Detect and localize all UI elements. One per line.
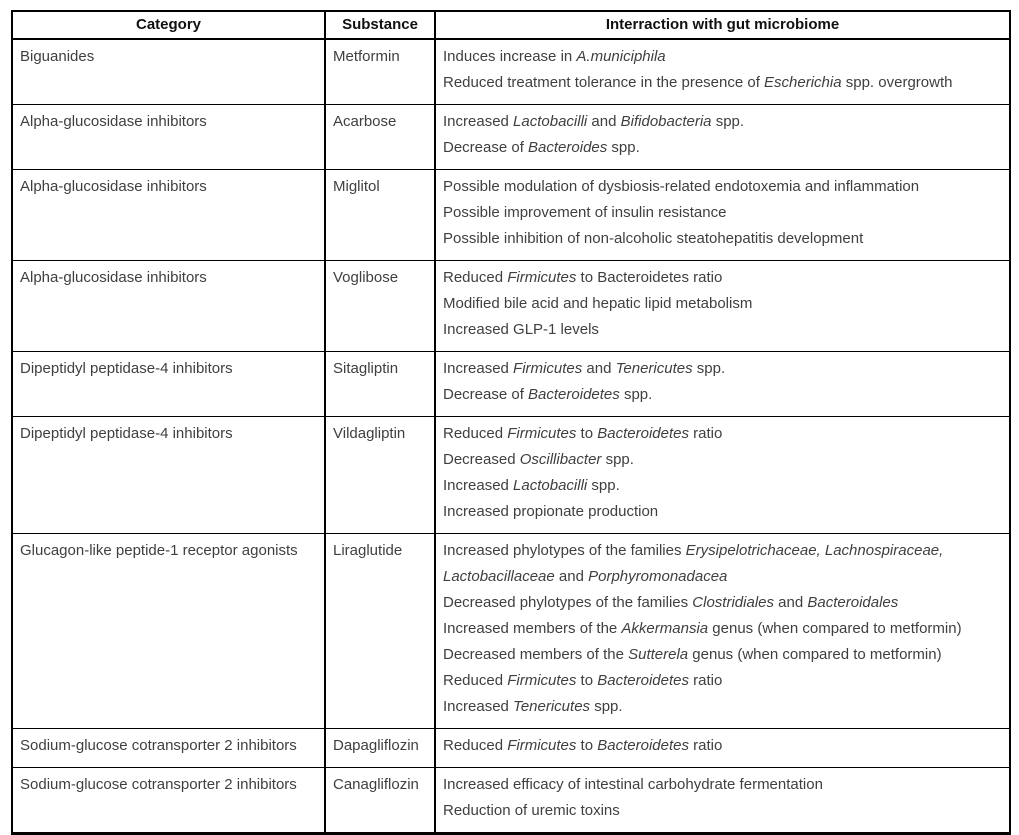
substance-cell: Voglibose xyxy=(325,261,435,352)
substance-cell: Miglitol xyxy=(325,170,435,261)
interaction-line: Decrease of Bacteroides spp. xyxy=(443,139,640,156)
table-row xyxy=(12,261,1010,352)
category-cell: Dipeptidyl peptidase-4 inhibitors xyxy=(12,352,325,417)
table-row xyxy=(12,729,1010,768)
interaction-line: Decreased Oscillibacter spp. xyxy=(443,451,634,468)
interaction-cell xyxy=(435,417,1010,534)
interaction-line: Increased GLP-1 levels xyxy=(443,321,599,338)
gut-microbiome-table xyxy=(11,10,1011,835)
interaction-line: Reduced Firmicutes to Bacteroidetes ratio xyxy=(443,269,723,286)
interaction-cell xyxy=(435,170,1010,261)
table-row xyxy=(12,39,1010,105)
interaction-line: Decrease of Bacteroidetes spp. xyxy=(443,386,653,403)
category-cell: Alpha-glucosidase inhibitors xyxy=(12,105,325,170)
substance-cell: Vildagliptin xyxy=(325,417,435,534)
interaction-line: Induces increase in A.municiphila xyxy=(443,48,666,65)
table-row xyxy=(12,534,1010,729)
substance-cell: Liraglutide xyxy=(325,534,435,729)
interaction-line: Possible inhibition of non-alcoholic steatohepatitis development xyxy=(443,230,864,247)
category-cell: Alpha-glucosidase inhibitors xyxy=(12,261,325,352)
substance-cell: Canagliflozin xyxy=(325,768,435,834)
interaction-line: Increased Lactobacilli and Bifidobacteria spp. xyxy=(443,113,745,130)
interaction-cell xyxy=(435,261,1010,352)
substance-cell: Acarbose xyxy=(325,105,435,170)
interaction-line: Increased Firmicutes and Tenericutes spp. xyxy=(443,360,726,377)
interaction-line: Increased Tenericutes spp. xyxy=(443,698,623,715)
interaction-cell xyxy=(435,534,1010,729)
interaction-line: Reduced Firmicutes to Bacteroidetes ratio xyxy=(443,425,723,442)
interaction-line: Increased propionate production xyxy=(443,503,659,520)
interaction-line: Reduced treatment tolerance in the presence of Escherichia spp. overgrowth xyxy=(443,74,953,91)
header-interaction: Interraction with gut microbiome xyxy=(435,11,1010,39)
category-cell: Sodium-glucose cotransporter 2 inhibitors xyxy=(12,768,325,834)
interaction-line: Increased phylotypes of the families Erysipelotrichaceae, Lachnospiraceae, Lactobacillaceae and Porphyromonadacea xyxy=(443,542,944,585)
table-row xyxy=(12,170,1010,261)
header-category: Category xyxy=(12,11,325,39)
substance-cell: Sitagliptin xyxy=(325,352,435,417)
interaction-line: Possible modulation of dysbiosis-related endotoxemia and inflammation xyxy=(443,178,920,195)
interaction-line: Decreased phylotypes of the families Clostridiales and Bacteroidales xyxy=(443,594,899,611)
interaction-cell xyxy=(435,729,1010,768)
table-row xyxy=(12,105,1010,170)
interaction-line: Possible improvement of insulin resistance xyxy=(443,204,727,221)
interaction-cell xyxy=(435,105,1010,170)
interaction-line: Reduction of uremic toxins xyxy=(443,802,620,819)
interaction-line: Increased efficacy of intestinal carbohydrate fermentation xyxy=(443,776,823,793)
interaction-line: Reduced Firmicutes to Bacteroidetes ratio xyxy=(443,737,723,754)
category-cell: Biguanides xyxy=(12,39,325,105)
table-row xyxy=(12,352,1010,417)
interaction-line: Decreased members of the Sutterela genus (when compared to metformin) xyxy=(443,646,942,663)
interaction-line: Increased Lactobacilli spp. xyxy=(443,477,620,494)
header-substance: Substance xyxy=(325,11,435,39)
table-row xyxy=(12,417,1010,534)
category-cell: Dipeptidyl peptidase-4 inhibitors xyxy=(12,417,325,534)
interaction-line: Increased members of the Akkermansia genus (when compared to metformin) xyxy=(443,620,962,637)
category-cell: Sodium-glucose cotransporter 2 inhibitors xyxy=(12,729,325,768)
table-body xyxy=(12,39,1010,834)
interaction-cell xyxy=(435,768,1010,834)
category-cell: Glucagon-like peptide-1 receptor agonists xyxy=(12,534,325,729)
interaction-cell xyxy=(435,352,1010,417)
interaction-cell xyxy=(435,39,1010,105)
interaction-line: Reduced Firmicutes to Bacteroidetes ratio xyxy=(443,672,723,689)
substance-cell: Dapagliflozin xyxy=(325,729,435,768)
substance-cell: Metformin xyxy=(325,39,435,105)
category-cell: Alpha-glucosidase inhibitors xyxy=(12,170,325,261)
table-header-row xyxy=(12,11,1010,39)
interaction-line: Modified bile acid and hepatic lipid metabolism xyxy=(443,295,753,312)
table-row xyxy=(12,768,1010,834)
